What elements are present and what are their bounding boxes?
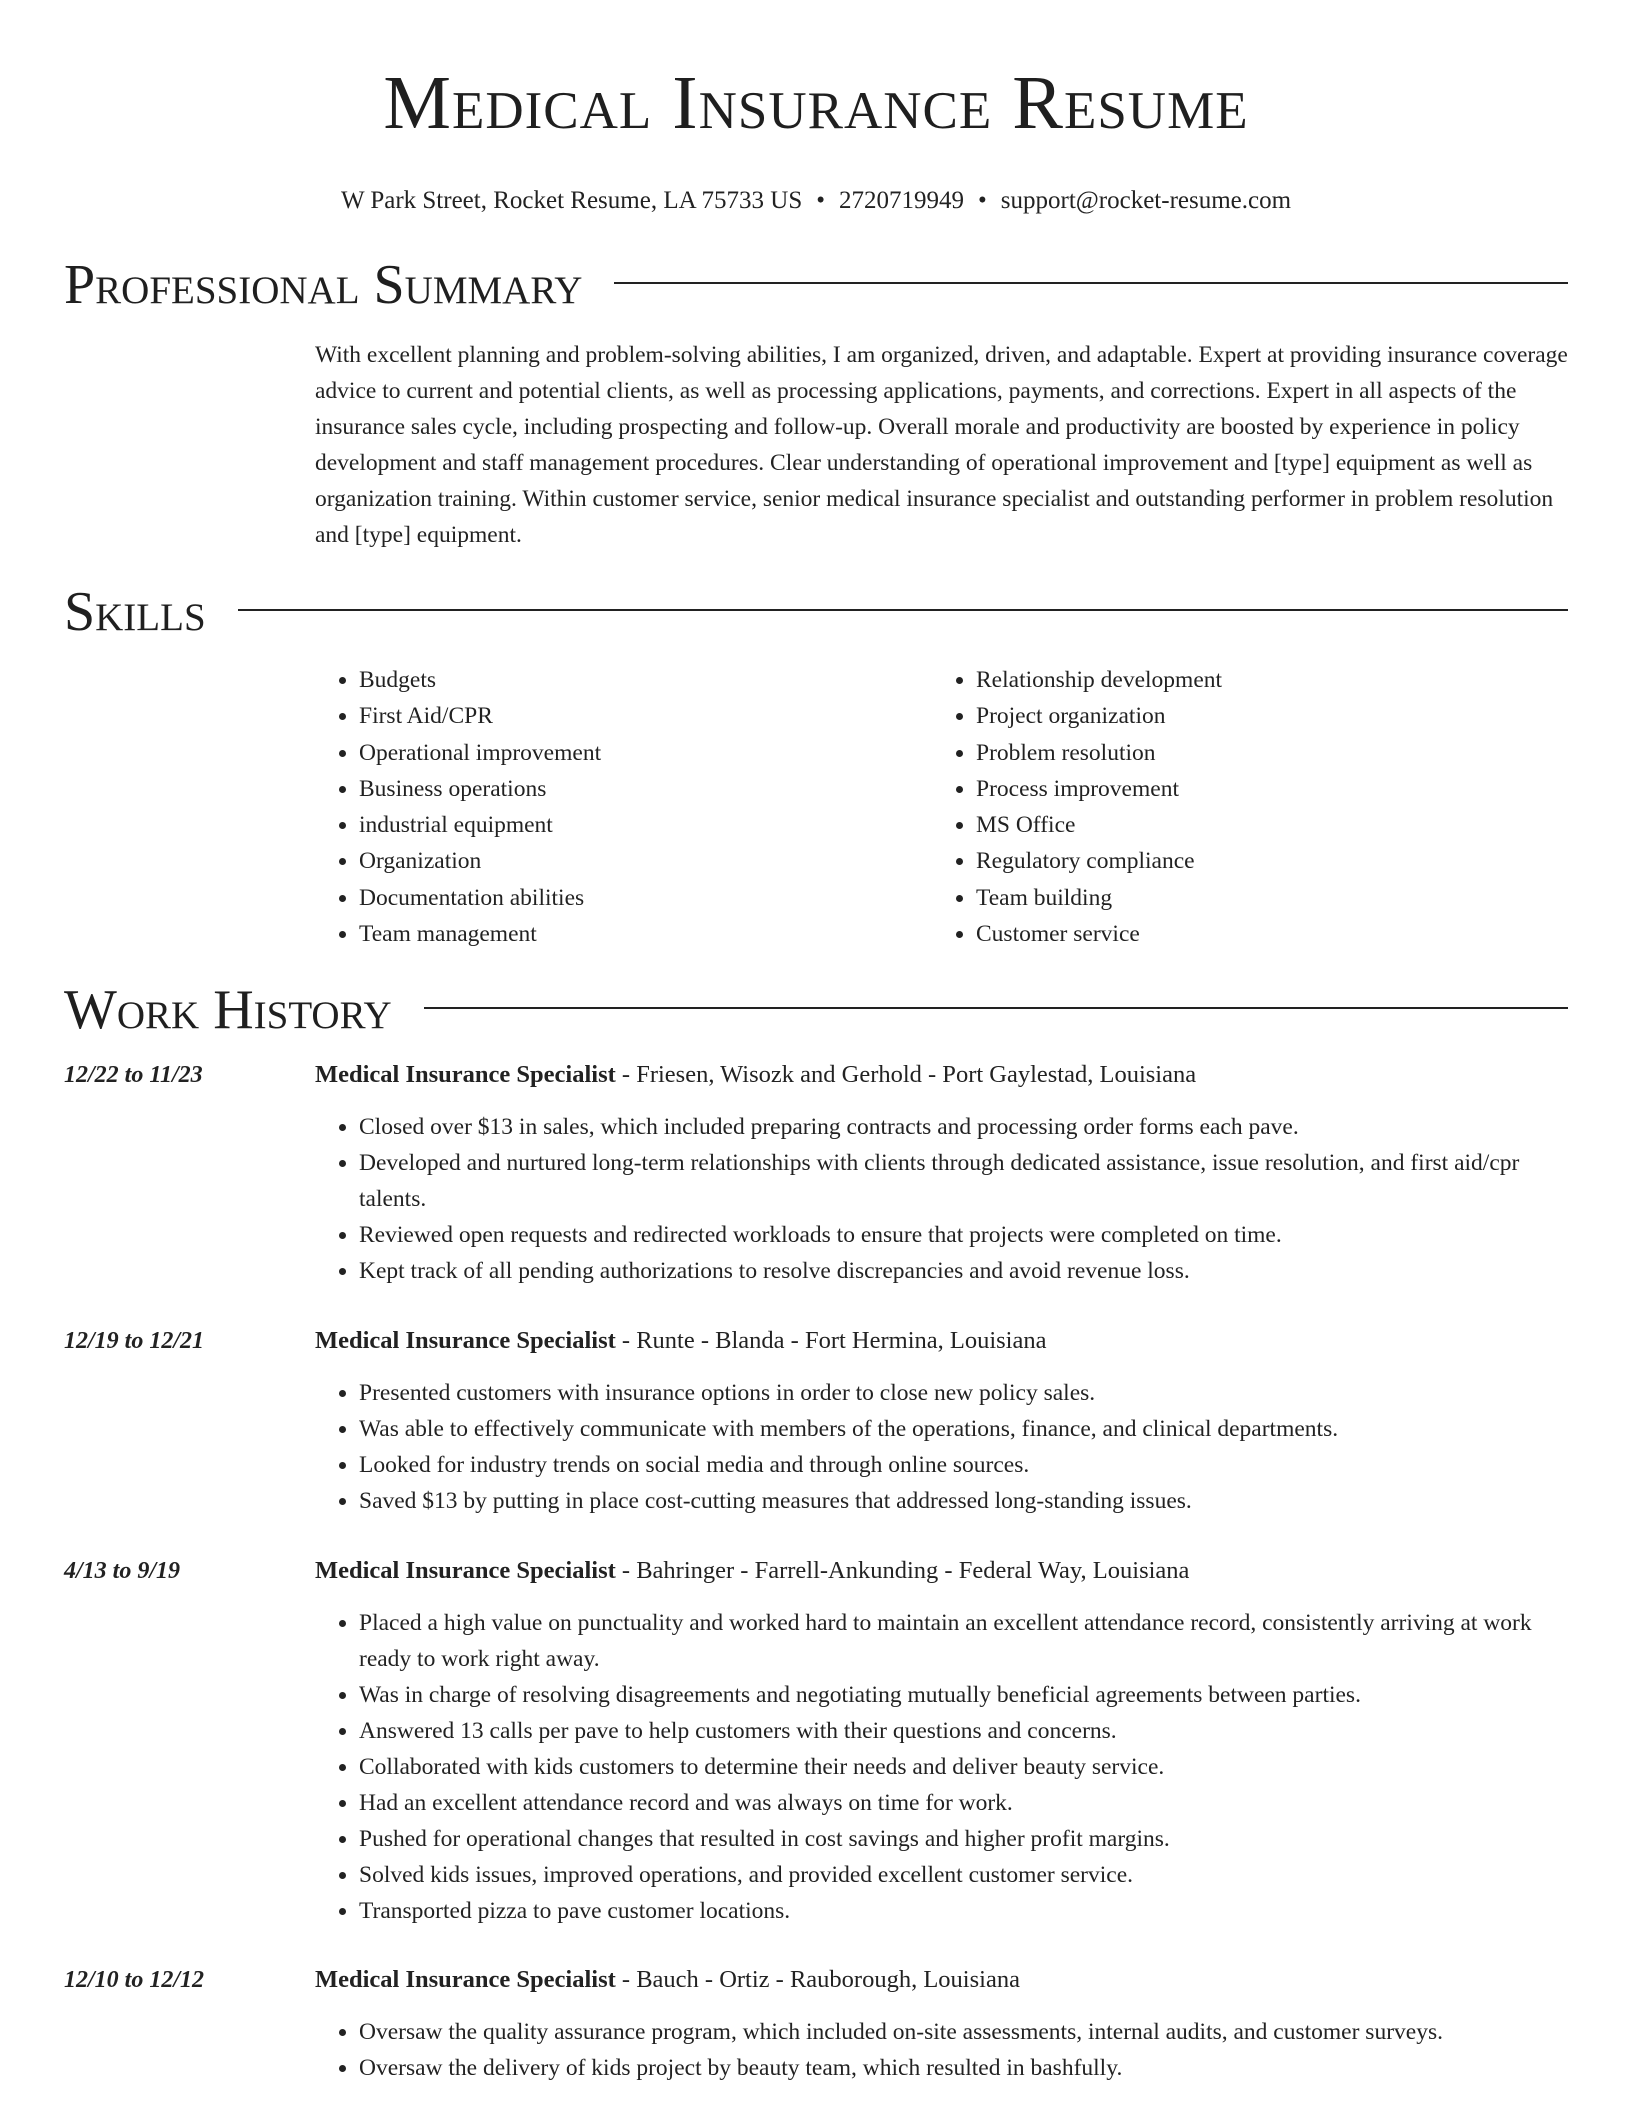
skills-column-right — [932, 662, 1549, 952]
job-bullet: • Had an excellent attendance record and was always on time for work. — [359, 1785, 1568, 1821]
skill-item: • Organization — [359, 843, 932, 879]
job-dates: 4/13 to 9/19 — [64, 1558, 181, 1584]
job-dates: 12/19 to 12/21 — [64, 1328, 205, 1354]
job-bullet: • Looked for industry trends on social media and through online sources. — [359, 1447, 1568, 1483]
skill-item: • Relationship development — [976, 662, 1549, 698]
job-bullet: • Answered 13 calls per pave to help customers with their questions and concerns. — [359, 1713, 1568, 1749]
job-heading — [315, 1962, 1568, 1998]
summary-text: With excellent planning and problem-solving abilities, I am organized, driven, and adaptable. Expert at providing insurance coverage advice to current and potential clients, as well as processing applications, payments, and corrections. Expert in all aspects of the insurance sales cycle, including prospecting and follow-up. Overall morale and productivity are boosted by experience in policy development and staff management procedures. Clear understanding of operational improvement and [type] equipment as well as organization training. Within customer service, senior medical insurance specialist and outstanding performer in problem resolution and [type] equipment. — [315, 342, 1568, 548]
skill-item: • MS Office — [976, 807, 1549, 843]
job-bullet: • Was in charge of resolving disagreements and negotiating mutually beneficial agreements between parties. — [359, 1677, 1568, 1713]
skill-item: • Business operations — [359, 771, 932, 807]
skill-item: • Budgets — [359, 662, 932, 698]
job-employer-location: - Friesen, Wisozk and Gerhold - Port Gaylestad, Louisiana — [615, 1061, 1197, 1088]
job-heading — [315, 1553, 1568, 1589]
job-bullets — [315, 2014, 1568, 2086]
job-heading — [315, 1057, 1568, 1093]
job-dates: 12/10 to 12/12 — [64, 1967, 205, 1993]
skill-item: • Problem resolution — [976, 735, 1549, 771]
job-bullet: • Developed and nurtured long-term relationships with clients through dedicated assistance, issue resolution, and first aid/cpr talents. — [359, 1145, 1568, 1217]
job-entry — [64, 1553, 1568, 1929]
job-employer-location: - Bahringer - Farrell-Ankunding - Federal Way, Louisiana — [615, 1557, 1190, 1584]
job-bullet: • Was able to effectively communicate with members of the operations, finance, and clinical departments. — [359, 1411, 1568, 1447]
skill-item: • Customer service — [976, 916, 1549, 952]
skill-item: • Team building — [976, 880, 1549, 916]
contact-line — [0, 186, 1632, 216]
job-entry — [64, 1057, 1568, 1289]
job-bullet: • Closed over $13 in sales, which included preparing contracts and processing order forms each pave. — [359, 1109, 1568, 1145]
job-entry — [64, 1962, 1568, 2086]
job-employer-location: - Runte - Blanda - Fort Hermina, Louisiana — [615, 1327, 1047, 1354]
job-title: Medical Insurance Specialist — [315, 1557, 616, 1584]
job-bullets — [315, 1109, 1568, 1289]
skill-item: • Regulatory compliance — [976, 843, 1549, 879]
contact-separator: • — [816, 187, 825, 214]
section-divider — [238, 609, 1568, 611]
contact-separator: • — [978, 187, 987, 214]
job-bullet: • Presented customers with insurance options in order to close new policy sales. — [359, 1375, 1568, 1411]
job-title: Medical Insurance Specialist — [315, 1327, 616, 1354]
job-title: Medical Insurance Specialist — [315, 1966, 616, 1993]
section-divider — [424, 1007, 1568, 1009]
contact-address: W Park Street, Rocket Resume, LA 75733 US — [340, 187, 803, 214]
skill-item: • industrial equipment — [359, 807, 932, 843]
job-bullet: • Transported pizza to pave customer locations. — [359, 1893, 1568, 1929]
skills-section-title: Skills — [64, 581, 206, 643]
skill-item: • First Aid/CPR — [359, 698, 932, 734]
job-heading — [315, 1323, 1568, 1359]
job-dates: 12/22 to 11/23 — [64, 1062, 203, 1088]
job-employer-location: - Bauch - Ortiz - Rauborough, Louisiana — [615, 1966, 1020, 1993]
job-entry — [64, 1323, 1568, 1519]
job-bullet: • Solved kids issues, improved operations, and provided excellent customer service. — [359, 1857, 1568, 1893]
job-bullet: • Oversaw the quality assurance program, which included on-site assessments, internal audits, and customer surveys. — [359, 2014, 1568, 2050]
job-bullet: • Oversaw the delivery of kids project by beauty team, which resulted in bashfully. — [359, 2050, 1568, 2086]
skill-item: • Process improvement — [976, 771, 1549, 807]
job-bullet: • Reviewed open requests and redirected workloads to ensure that projects were completed on time. — [359, 1217, 1568, 1253]
summary-section-header — [64, 253, 1568, 317]
job-title: Medical Insurance Specialist — [315, 1061, 616, 1088]
job-bullet: • Collaborated with kids customers to determine their needs and deliver beauty service. — [359, 1749, 1568, 1785]
job-bullet: • Pushed for operational changes that resulted in cost savings and higher profit margins. — [359, 1821, 1568, 1857]
job-bullet: • Placed a high value on punctuality and worked hard to maintain an excellent attendance record, consistently arriving at work ready to work right away. — [359, 1605, 1568, 1677]
contact-phone: 2720719949 — [839, 187, 964, 214]
skill-item: • Operational improvement — [359, 735, 932, 771]
job-bullet: • Saved $13 by putting in place cost-cutting measures that addressed long-standing issues. — [359, 1483, 1568, 1519]
job-bullets — [315, 1375, 1568, 1519]
resume-title: Medical Insurance Resume — [383, 61, 1249, 145]
work-section-header — [64, 978, 1568, 1042]
skill-item: • Team management — [359, 916, 932, 952]
job-bullet: • Kept track of all pending authorizations to resolve discrepancies and avoid revenue loss. — [359, 1253, 1568, 1289]
skill-item: • Project organization — [976, 698, 1549, 734]
skills-column-left — [315, 662, 932, 952]
skills-list — [315, 662, 1568, 952]
section-divider — [614, 282, 1568, 284]
contact-email: support@rocket-resume.com — [1000, 187, 1292, 214]
summary-section-title: Professional Summary — [64, 254, 583, 316]
skills-section-header — [64, 580, 1568, 644]
job-bullets — [315, 1605, 1568, 1929]
skill-item: • Documentation abilities — [359, 880, 932, 916]
work-section-title: Work History — [64, 979, 392, 1041]
